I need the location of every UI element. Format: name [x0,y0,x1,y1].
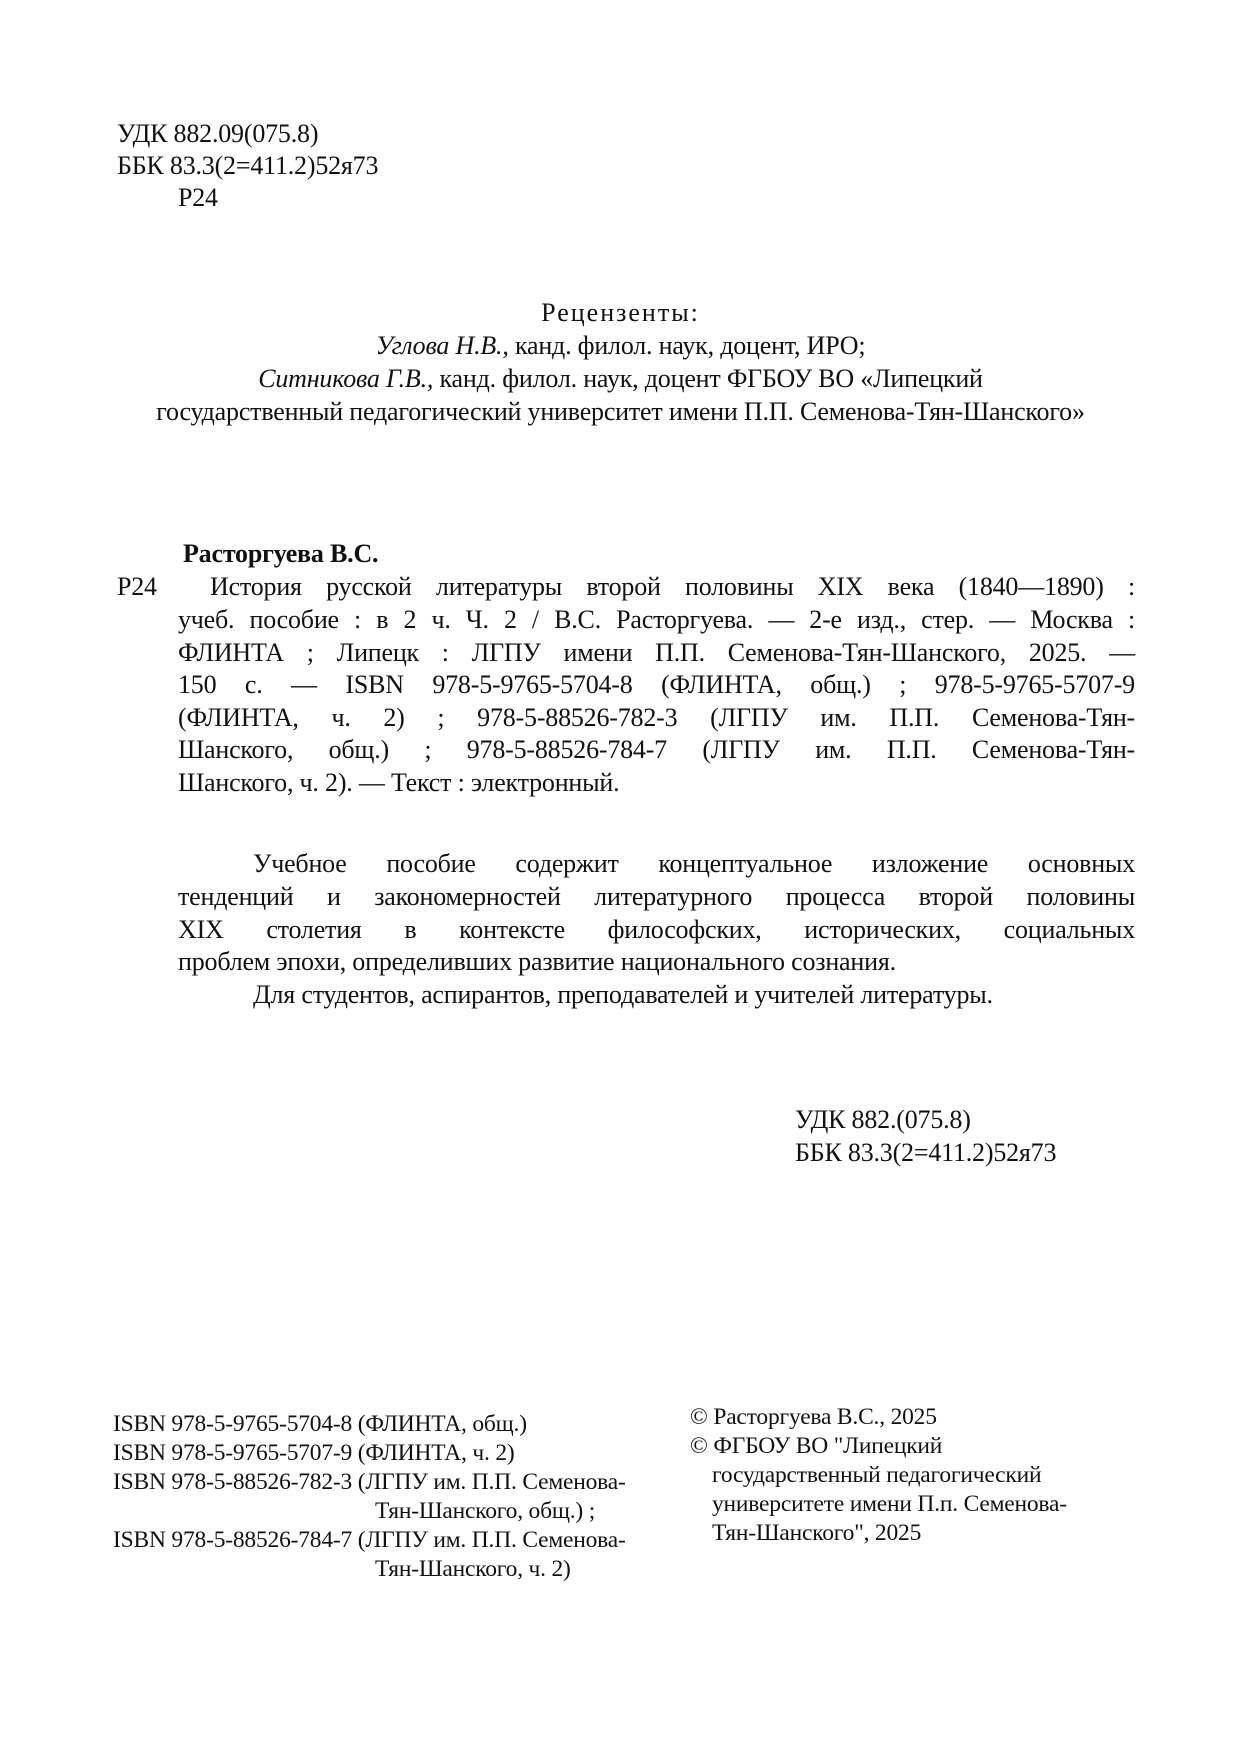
reviewer-1-name: Углова Н.В., [375,331,509,360]
abstract-line: тенденций и закономерностей литературного процесса второй половины [178,882,1135,911]
copyright-line: Тян-Шанского", 2025 [712,1520,922,1546]
record-code: Р24 [117,572,157,601]
isbn-line: ISBN 978-5-9765-5704-8 (ФЛИНТА, общ.) [113,1411,527,1437]
record-line: Шанского, ч. 2). — Текст : электронный. [178,768,620,797]
copyright-line: государственный педагогический [712,1462,1042,1488]
abstract-line: Учебное пособие содержит концептуальное изложение основных [253,849,1135,878]
header-udk: УДК 882.09(075.8) [117,119,319,148]
record-author: Расторгуева В.С. [183,539,379,568]
isbn-line: ISBN 978-5-9765-5707-9 (ФЛИНТА, ч. 2) [113,1440,515,1466]
classification-bbk: ББК 83.3(2=411.2)52я73 [795,1138,1057,1167]
abstract-line: проблем эпохи, определивших развитие национального сознания. [178,947,896,976]
reviewer-2 [0,363,1241,395]
copyright-line: © Расторгуева В.С., 2025 [690,1404,937,1430]
isbn-line: ISBN 978-5-88526-784-7 (ЛГПУ им. П.П. Семенова- [113,1527,626,1553]
record-line: учеб. пособие : в 2 ч. Ч. 2 / В.С. Расторгуева. — 2-е изд., стер. — Москва : [178,605,1135,634]
header-bbk: ББК 83.3(2=411.2)52я73 [117,151,379,180]
reviewer-1-details: канд. филол. наук, доцент, ИРО; [508,331,866,360]
isbn-line: ISBN 978-5-88526-782-3 (ЛГПУ им. П.П. Семенова- [113,1469,626,1495]
copyright-line: университете имени П.п. Семенова- [712,1491,1067,1517]
reviewer-1 [0,330,1241,362]
classification-udk: УДК 882.(075.8) [795,1105,971,1134]
record-line: ФЛИНТА ; Липецк : ЛГПУ имени П.П. Семенова-Тян-Шанского, 2025. — [178,638,1135,667]
abstract-line: Для студентов, аспирантов, преподавателей и учителей литературы. [253,980,993,1009]
header-code: Р24 [178,183,218,212]
isbn-line: Тян-Шанского, общ.) ; [375,1498,596,1524]
copyright-line: © ФГБОУ ВО "Липецкий [690,1433,943,1459]
reviewers-title: Рецензенты: [541,298,700,327]
record-line: 150 с. — ISBN 978-5-9765-5704-8 (ФЛИНТА, общ.) ; 978-5-9765-5707-9 [178,670,1135,699]
reviewer-2-details: канд. филол. наук, доцент ФГБОУ ВО «Липецкий [433,364,983,393]
record-line: История русской литературы второй половины XIX века (1840—1890) : [210,572,1135,601]
abstract-line: XIX столетия в контексте философских, исторических, социальных [178,915,1135,944]
reviewer-2-line2: государственный педагогический университет имени П.П. Семенова-Тян-Шанского» [156,397,1085,426]
isbn-line: Тян-Шанского, ч. 2) [375,1556,571,1582]
record-line: (ФЛИНТА, ч. 2) ; 978-5-88526-782-3 (ЛГПУ им. П.П. Семенова-Тян- [178,703,1135,732]
reviewer-2-name: Ситникова Г.В., [258,364,434,393]
record-line: Шанского, общ.) ; 978-5-88526-784-7 (ЛГПУ им. П.П. Семенова-Тян- [178,735,1135,764]
